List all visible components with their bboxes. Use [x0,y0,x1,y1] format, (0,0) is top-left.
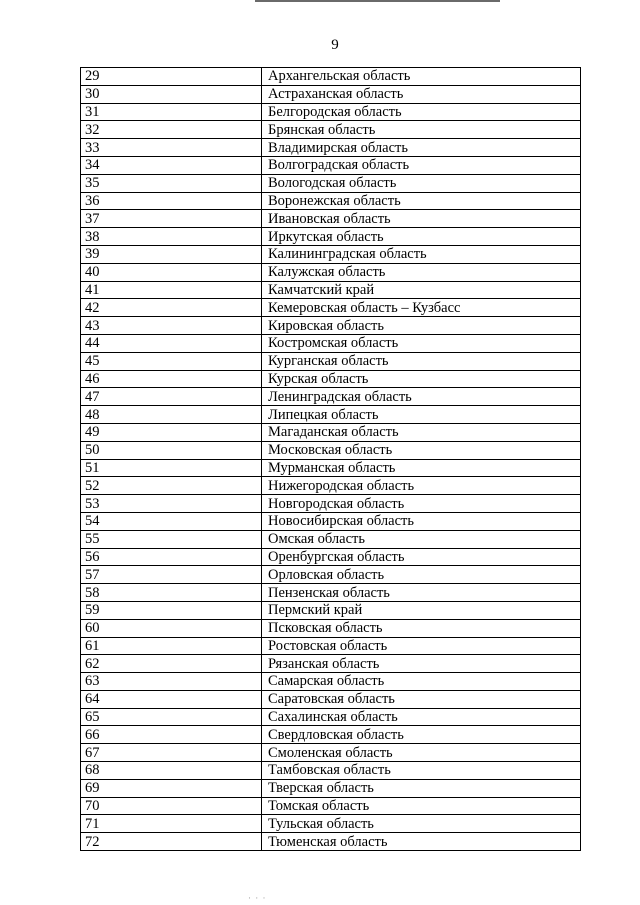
table-row [81,673,581,691]
scan-bottom-mark: · · · [248,893,267,903]
table-row [81,495,581,513]
region-number-cell: 64 [81,690,262,708]
table-row [81,245,581,263]
regions-table-body [81,68,581,851]
region-number-cell: 52 [81,477,262,495]
table-row [81,423,581,441]
table-row [81,512,581,530]
table-row [81,779,581,797]
region-number-cell: 57 [81,566,262,584]
region-name-cell: Самарская область [262,673,581,691]
region-number-cell: 59 [81,601,262,619]
table-row [81,334,581,352]
region-name-cell: Иркутская область [262,228,581,246]
region-number-cell: 68 [81,762,262,780]
region-number-cell: 43 [81,317,262,335]
region-number-cell: 29 [81,68,262,86]
region-name-cell: Белгородская область [262,103,581,121]
table-row [81,548,581,566]
region-number-cell: 51 [81,459,262,477]
table-row [81,459,581,477]
region-number-cell: 70 [81,797,262,815]
region-name-cell: Костромская область [262,334,581,352]
region-name-cell: Тамбовская область [262,762,581,780]
region-number-cell: 72 [81,833,262,851]
table-row [81,797,581,815]
region-name-cell: Нижегородская область [262,477,581,495]
region-number-cell: 53 [81,495,262,513]
table-row [81,637,581,655]
region-name-cell: Томская область [262,797,581,815]
region-number-cell: 54 [81,512,262,530]
table-row [81,815,581,833]
table-row [81,210,581,228]
region-number-cell: 33 [81,139,262,157]
region-name-cell: Пермский край [262,601,581,619]
region-number-cell: 69 [81,779,262,797]
region-number-cell: 61 [81,637,262,655]
region-name-cell: Ленинградская область [262,388,581,406]
region-number-cell: 34 [81,156,262,174]
region-number-cell: 50 [81,441,262,459]
region-name-cell: Свердловская область [262,726,581,744]
region-name-cell: Смоленская область [262,744,581,762]
table-row [81,530,581,548]
table-row [81,174,581,192]
region-name-cell: Сахалинская область [262,708,581,726]
region-name-cell: Оренбургская область [262,548,581,566]
region-number-cell: 45 [81,352,262,370]
table-row [81,833,581,851]
table-row [81,263,581,281]
region-name-cell: Рязанская область [262,655,581,673]
region-name-cell: Калининградская область [262,245,581,263]
table-row [81,281,581,299]
region-name-cell: Кировская область [262,317,581,335]
page-number: 9 [331,37,339,53]
region-name-cell: Курская область [262,370,581,388]
region-number-cell: 40 [81,263,262,281]
region-name-cell: Калужская область [262,263,581,281]
region-name-cell: Магаданская область [262,423,581,441]
region-number-cell: 58 [81,584,262,602]
table-row [81,406,581,424]
region-name-cell: Новосибирская область [262,512,581,530]
table-row [81,566,581,584]
region-number-cell: 42 [81,299,262,317]
region-number-cell: 62 [81,655,262,673]
region-number-cell: 41 [81,281,262,299]
region-number-cell: 35 [81,174,262,192]
table-row [81,156,581,174]
region-name-cell: Липецкая область [262,406,581,424]
region-number-cell: 60 [81,619,262,637]
scan-top-edge-line [255,0,500,2]
region-name-cell: Московская область [262,441,581,459]
region-number-cell: 65 [81,708,262,726]
table-row [81,192,581,210]
table-row [81,299,581,317]
region-number-cell: 38 [81,228,262,246]
region-name-cell: Владимирская область [262,139,581,157]
region-name-cell: Орловская область [262,566,581,584]
region-number-cell: 36 [81,192,262,210]
region-number-cell: 46 [81,370,262,388]
region-name-cell: Мурманская область [262,459,581,477]
region-name-cell: Кемеровская область – Кузбасс [262,299,581,317]
table-row [81,655,581,673]
region-name-cell: Ростовская область [262,637,581,655]
table-row [81,388,581,406]
region-number-cell: 49 [81,423,262,441]
region-number-cell: 32 [81,121,262,139]
region-name-cell: Пензенская область [262,584,581,602]
table-row [81,121,581,139]
region-name-cell: Астраханская область [262,85,581,103]
table-row [81,744,581,762]
table-row [81,601,581,619]
table-row [81,477,581,495]
region-number-cell: 31 [81,103,262,121]
region-number-cell: 39 [81,245,262,263]
region-name-cell: Волгоградская область [262,156,581,174]
table-row [81,103,581,121]
table-row [81,726,581,744]
region-name-cell: Тюменская область [262,833,581,851]
table-row [81,441,581,459]
region-number-cell: 63 [81,673,262,691]
table-row [81,139,581,157]
region-name-cell: Саратовская область [262,690,581,708]
region-name-cell: Тульская область [262,815,581,833]
region-name-cell: Вологодская область [262,174,581,192]
region-name-cell: Архангельская область [262,68,581,86]
table-row [81,68,581,86]
table-row [81,619,581,637]
table-row [81,228,581,246]
region-number-cell: 48 [81,406,262,424]
table-row [81,370,581,388]
region-number-cell: 30 [81,85,262,103]
regions-table [80,67,581,851]
region-number-cell: 47 [81,388,262,406]
region-number-cell: 55 [81,530,262,548]
region-name-cell: Новгородская область [262,495,581,513]
region-name-cell: Омская область [262,530,581,548]
region-name-cell: Псковская область [262,619,581,637]
table-row [81,317,581,335]
region-name-cell: Воронежская область [262,192,581,210]
region-number-cell: 66 [81,726,262,744]
region-name-cell: Курганская область [262,352,581,370]
table-row [81,85,581,103]
region-number-cell: 56 [81,548,262,566]
region-name-cell: Ивановская область [262,210,581,228]
region-number-cell: 71 [81,815,262,833]
region-number-cell: 67 [81,744,262,762]
table-row [81,762,581,780]
table-row [81,690,581,708]
table-row [81,708,581,726]
region-name-cell: Брянская область [262,121,581,139]
table-row [81,352,581,370]
region-number-cell: 37 [81,210,262,228]
table-row [81,584,581,602]
region-name-cell: Камчатский край [262,281,581,299]
region-name-cell: Тверская область [262,779,581,797]
region-number-cell: 44 [81,334,262,352]
